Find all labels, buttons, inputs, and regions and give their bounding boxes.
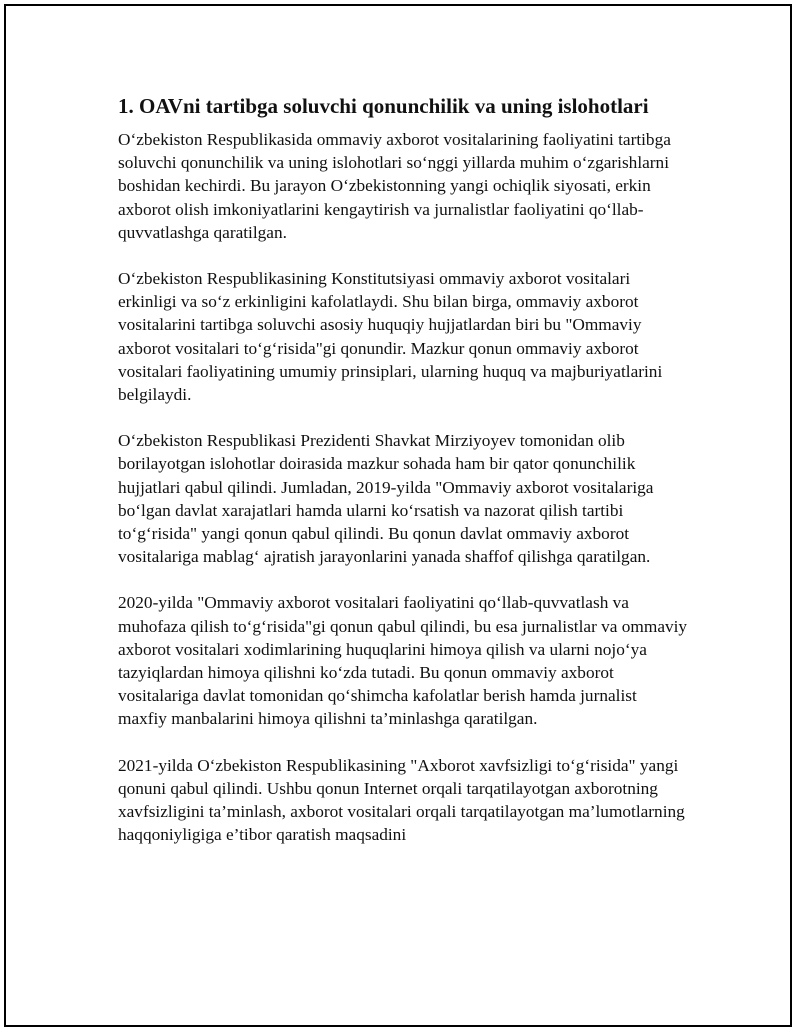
paragraph-1: O‘zbekiston Respublikasida ommaviy axborot vositalarining faoliyatini tartibga soluvchi qonunchilik va uning islohotlari so‘nggi yillarda muhim o‘zgarishlarni boshidan kechirdi. Bu jarayon O‘zbekistonning yangi ochiqlik siyosati, erkin axborot olish imkoniyatlarini kengaytirish va jurnalistlar faoliyatini qo‘llab-quvvatlashga qaratilgan. xyxy=(118,130,671,242)
paragraph-3: O‘zbekiston Respublikasi Prezidenti Shavkat Mirziyoyev tomonidan olib borilayotgan islohotlar doirasida mazkur sohada ham bir qator qonunchilik hujjatlari qabul qilindi. Jumladan, 2019-yilda "Ommaviy axborot vositalariga bo‘lgan davlat xarajatlari hamda ularni ko‘rsatish va nazorat qilish tartibi to‘g‘risida" yangi qonun qabul qilindi. Bu qonun davlat ommaviy axborot vositalariga mablag‘ ajratish jarayonlarini yanada shaffof qilishga qaratilgan. xyxy=(118,431,654,567)
paragraph-4: 2020-yilda "Ommaviy axborot vositalari faoliyatini qo‘llab-quvvatlash va muhofaza qilish to‘g‘risida"gi qonun qabul qilindi, bu esa jurnalistlar va ommaviy axborot vositalari xodimlarining huquqlarini himoya qilish va ularni nojo‘ya tazyiqlardan himoya qilishni ko‘zda tutadi. Bu qonun ommaviy axborot vositalariga davlat tomonidan qo‘shimcha kafolatlar berish hamda jurnalist maxfiy manbalarini himoya qilishni ta’minlashga qaratilgan. xyxy=(118,593,688,729)
paragraph-2: O‘zbekiston Respublikasining Konstitutsiyasi ommaviy axborot vositalari erkinligi va so‘z erkinligini kafolatlaydi. Shu bilan birga, ommaviy axborot vositalarini tartibga soluvchi asosiy huquqiy hujjatlardan biri bu "Ommaviy axborot vositalari to‘g‘risida"gi qonundir. Mazkur qonun ommaviy axborot vositalari faoliyatining umumiy prinsiplari, ularning huquq va majburiyatlarini belgilaydi. xyxy=(118,269,663,405)
section-heading: 1. OAVni tartibga soluvchi qonunchilik va uning islohotlari xyxy=(118,94,649,118)
document-body xyxy=(118,92,688,869)
paragraph-5: 2021-yilda O‘zbekiston Respublikasining "Axborot xavfsizligi to‘g‘risida" yangi qonuni qabul qilindi. Ushbu qonun Internet orqali tarqatilayotgan axborotning xavfsizligini ta’minlash, axborot vositalari orqali tarqatilayotgan ma’lumotlarning haqqoniyligiga e’tibor qaratish maqsadini xyxy=(118,755,685,845)
